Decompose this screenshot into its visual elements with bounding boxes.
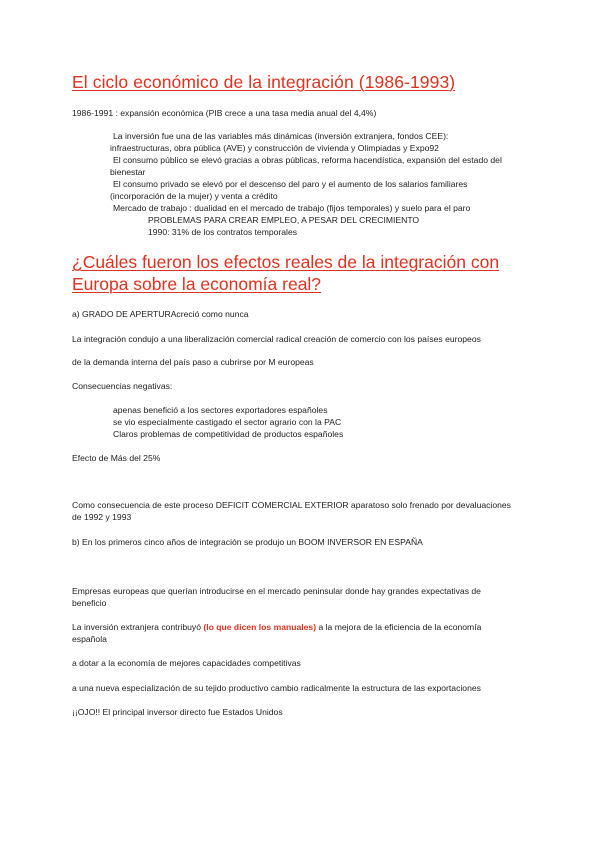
expansion-line: 1986-1991 : expansión económica (PIB crece a una tasa media anual del 4,4%) [72, 108, 377, 118]
block1-line-7: Mercado de trabajo : dualidad en el mercado de trabajo (fijos temporales) y suelo para el paro [113, 203, 471, 213]
inversion-prefix: La inversión extranjera contribuyó [72, 622, 204, 632]
boom-inversor-line: b) En los primeros cinco años de integración se produjo un BOOM INVERSOR EN ESPAÑA [72, 537, 423, 547]
empresas-paragraph: Empresas europeas que querían introducirse en el mercado peninsular donde hay grandes expectativas de beneficio [72, 586, 481, 608]
integracion-line-2: de la demanda interna del país paso a cubrirse por M europeas [72, 357, 314, 367]
deficit-paragraph: Como consecuencia de este proceso DEFICIT COMERCIAL EXTERIOR aparatoso solo frenado por devaluaciones de 1992 y 1993 [72, 500, 511, 522]
dotar-line: a dotar a la economía de mejores capacidades competitivas [72, 658, 301, 668]
integracion-line-1: La integración condujo a una liberalización comercial radical creación de comercio con los países europeos [72, 334, 481, 344]
block1-line-6: (incorporación de la mujer) y venta a crédito [110, 191, 278, 201]
grado-apertura-line [72, 309, 249, 321]
ojo-line: ¡¡OJO!! El principal inversor directo fue Estados Unidos [72, 707, 283, 717]
inversion-paragraph [72, 622, 502, 645]
block1-line-3: El consumo público se elevó gracias a obras públicas, reforma hacendística, expansión del estado del [113, 155, 502, 165]
grado-prefix: a) GRADO DE APERTURA [72, 309, 177, 319]
section-title-efectos: ¿Cuáles fueron los efectos reales de la integración con Europa sobre la economía real? [72, 252, 500, 294]
consecuencia-item-1: apenas benefició a los sectores exportadores españoles [113, 405, 328, 415]
block1-line-5: El consumo privado se elevó por el descenso del paro y el aumento de los salarios familiares [113, 179, 468, 189]
consecuencia-item-3: Claros problemas de competitividad de productos españoles [113, 429, 344, 439]
section-title-ciclo: El ciclo económico de la integración (1986-1993) [72, 72, 456, 92]
block1-line-9: 1990: 31% de los contratos temporales [148, 227, 298, 237]
grado-suffix: creció como nunca [176, 309, 249, 319]
efecto-line: Efecto de Más del 25% [72, 453, 161, 463]
block1-line-2: infraestructuras, obra pública (AVE) y construcción de vivienda y Olimpiadas y Expo92 [110, 143, 439, 153]
manuales-highlight: (lo que dicen los manuales) [203, 622, 317, 632]
block1-line-1: La inversión fue una de las variables más dinámicas (inversión extranjera, fondos CEE): [113, 131, 449, 141]
block1-line-8: PROBLEMAS PARA CREAR EMPLEO, A PESAR DEL CRECIMIENTO [148, 215, 420, 225]
consecuencia-item-2: se vio especialmente castigado el sector agrario con la PAC [113, 417, 342, 427]
consecuencias-label: Consecuencias negativas: [72, 381, 173, 391]
especializacion-line: a una nueva especialización de su tejido productivo cambio radicalmente la estructura de las exportaciones [72, 683, 481, 693]
block1-line-4: bienestar [110, 167, 146, 177]
inversion-suffix: a la mejora de la eficiencia de la economía española [72, 622, 482, 644]
